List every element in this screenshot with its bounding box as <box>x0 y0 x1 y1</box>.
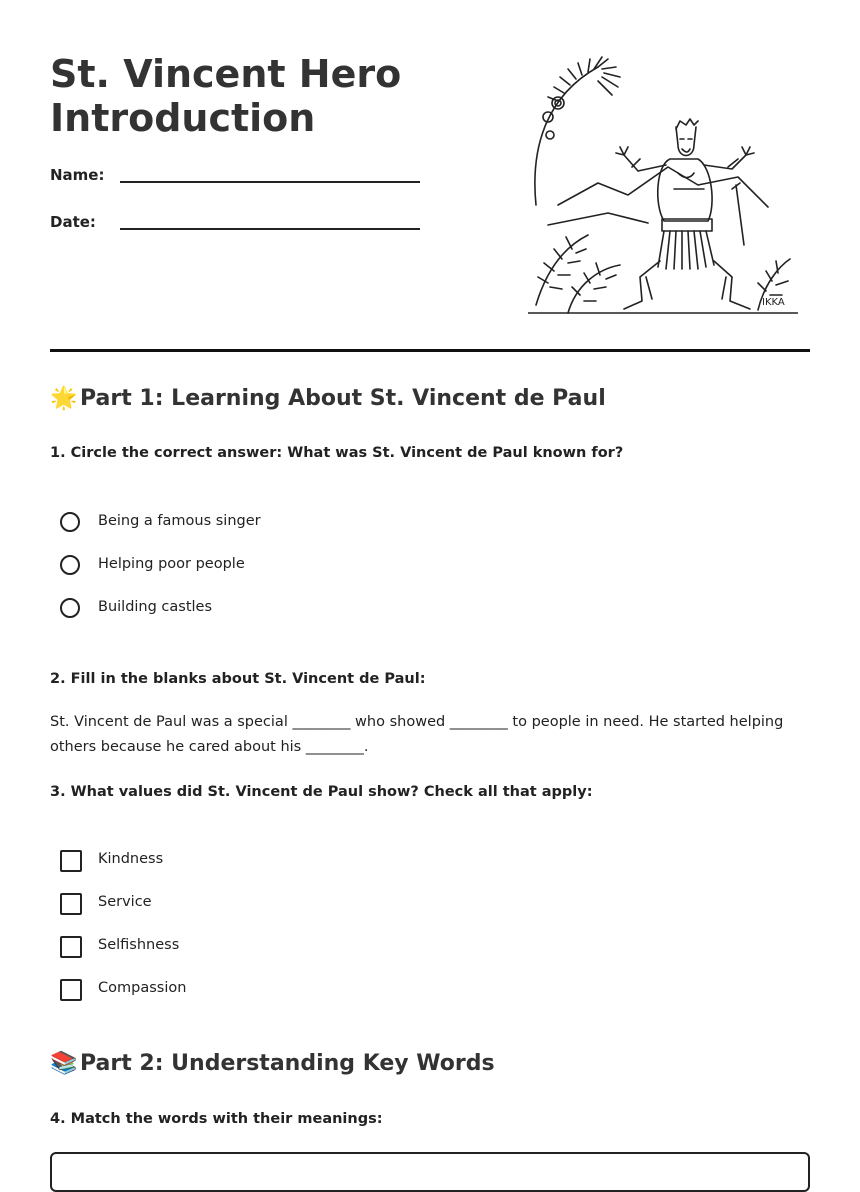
worksheet-page <box>50 0 810 1127</box>
name-field[interactable] <box>50 166 420 196</box>
date-line[interactable] <box>120 228 420 230</box>
page-title: St. Vincent Hero Introduction <box>50 52 402 140</box>
fill-in-line-1: St. Vincent de Paul was a special ________ who showed ________ to people in need. He started helping <box>50 714 784 730</box>
star-icon: 🌟 <box>50 386 78 411</box>
checkbox-icon[interactable] <box>60 979 82 1001</box>
name-label: Name: <box>50 166 105 184</box>
q1-option-3[interactable] <box>60 596 460 622</box>
worksheet-header <box>50 0 810 352</box>
part2-heading <box>50 1051 495 1076</box>
name-line[interactable] <box>120 181 420 183</box>
hero-illustration <box>528 55 798 317</box>
option-label: Building castles <box>98 599 213 615</box>
q3-option-4[interactable] <box>60 977 460 1003</box>
checkbox-icon[interactable] <box>60 936 82 958</box>
part1-heading-text: Part 1: Learning About St. Vincent de Paul <box>80 386 606 411</box>
option-label: Helping poor people <box>98 556 245 572</box>
radio-circle-icon[interactable] <box>60 512 80 532</box>
illustration-signature: IKKA <box>762 297 785 308</box>
question-4: 4. Match the words with their meanings: <box>50 1111 383 1127</box>
part2-heading-text: Part 2: Understanding Key Words <box>80 1051 495 1076</box>
fill-in-line-2: others because he cared about his ________. <box>50 739 369 755</box>
q1-option-1[interactable] <box>60 510 460 536</box>
question-2: 2. Fill in the blanks about St. Vincent de Paul: <box>50 671 426 687</box>
option-label: Service <box>98 894 152 910</box>
radio-circle-icon[interactable] <box>60 555 80 575</box>
checkbox-icon[interactable] <box>60 850 82 872</box>
q3-option-1[interactable] <box>60 848 460 874</box>
fill-in-paragraph <box>50 710 790 760</box>
matching-table <box>50 1152 810 1192</box>
date-field[interactable] <box>50 213 420 243</box>
checkbox-icon[interactable] <box>60 893 82 915</box>
radio-circle-icon[interactable] <box>60 598 80 618</box>
q3-option-2[interactable] <box>60 891 460 917</box>
question-1: 1. Circle the correct answer: What was St. Vincent de Paul known for? <box>50 445 624 461</box>
date-label: Date: <box>50 213 96 231</box>
option-label: Being a famous singer <box>98 513 261 529</box>
books-icon: 📚 <box>50 1051 78 1076</box>
option-label: Selfishness <box>98 937 180 953</box>
question-3: 3. What values did St. Vincent de Paul show? Check all that apply: <box>50 784 593 800</box>
option-label: Compassion <box>98 980 187 996</box>
option-label: Kindness <box>98 851 164 867</box>
q3-option-3[interactable] <box>60 934 460 960</box>
part1-heading <box>50 386 606 411</box>
q1-option-2[interactable] <box>60 553 460 579</box>
